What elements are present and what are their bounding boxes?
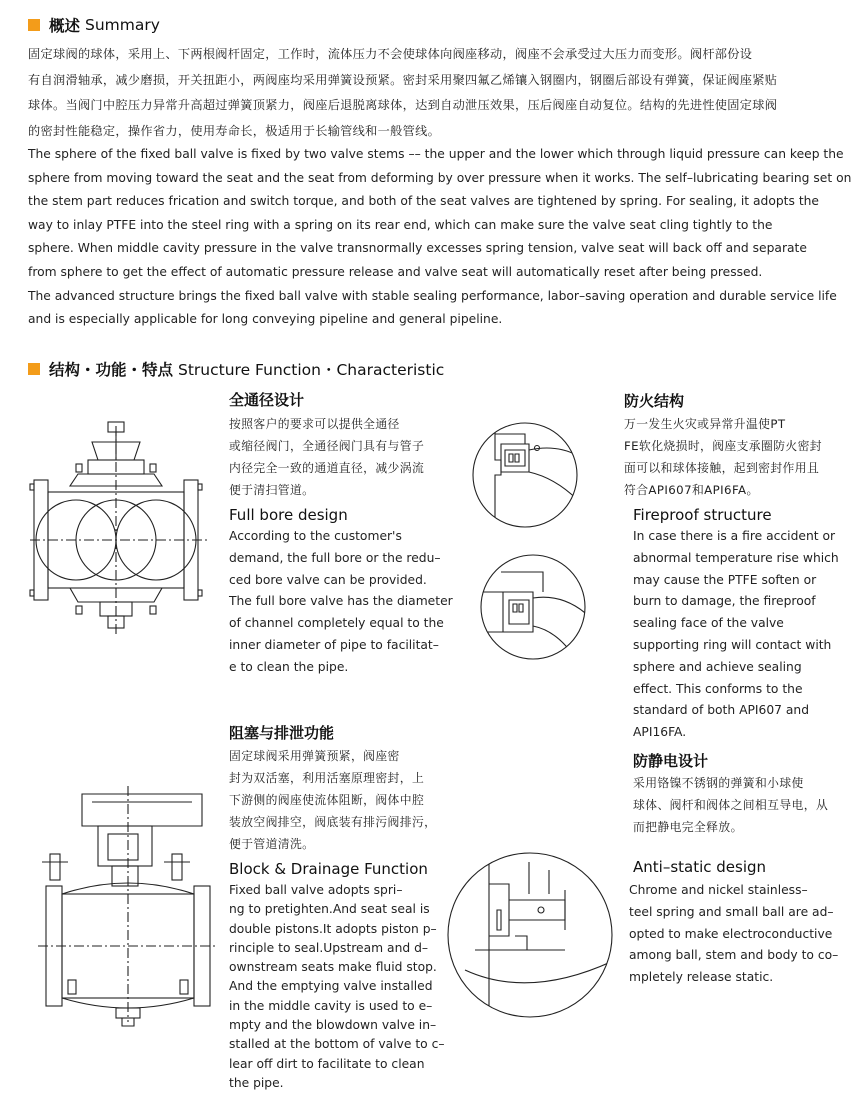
summary-en-line: way to inlay PTFE into the steel ring with a spring on its rear end, which can make sure the valve seat cling tightly to the [28,217,773,232]
summary-title-zh: 概述 [49,17,81,35]
orange-square-icon [28,363,40,375]
block-title-zh: 阻塞与排泄功能 [229,724,335,742]
block-en-line: Fixed ball valve adopts spri– [229,883,403,897]
full-bore-zh-line: 内径完全一致的通道直径，减少涡流 [229,461,425,475]
antistatic-zh-line: 而把静电完全释放。 [633,820,743,834]
full-bore-valve-drawing [30,420,220,640]
block-en-line: double pistons.It adopts piston p– [229,921,437,936]
full-bore-en-line: inner diameter of pipe to facilitat– [229,637,439,652]
fireproof-zh-line: 符合API607和API6FA。 [624,483,759,497]
full-bore-text-en [229,526,453,679]
full-bore-title-zh: 全通径设计 [229,391,305,409]
full-bore-en-line: According to the customer's [229,529,402,543]
fireproof-en-line: supporting ring will contact with [633,637,832,652]
fireproof-en-line: abnormal temperature rise which [633,550,839,565]
antistatic-en-line: opted to make electroconductive [629,926,833,941]
fireproof-zh-line: 万一发生火灾或异常升温使PT [624,417,786,431]
block-drain-valve-drawing [32,782,224,1026]
fireproof-seal-detail-drawing-2 [473,552,603,662]
block-zh-line: 下游侧的阀座使流体阻断，阀体中腔 [229,793,425,807]
block-en-line: stalled at the bottom of valve to c– [229,1037,445,1052]
fireproof-en-line: sphere and achieve sealing [633,659,802,674]
block-title-en: Block & Drainage Function [229,860,428,878]
summary-zh-line: 固定球阀的球体，采用上、下两根阀杆固定，工作时，流体压力不会使球体向阀座移动，阀座不会承受过大压力而变形。阀杆部份设 [28,47,753,61]
block-en-line: mpty and the blowdown valve in– [229,1018,437,1033]
structure-heading [28,358,444,380]
fireproof-zh-line: FE软化烧损时，阀座支承圈防火密封 [624,439,822,453]
antistatic-en-line: among ball, stem and body to co– [629,948,839,963]
block-en-line: ng to pretighten.And seat seal is [229,902,430,917]
summary-en-line: and is especially applicable for long conveying pipeline and general pipeline. [28,312,503,327]
full-bore-en-line: of channel completely equal to the [229,616,444,631]
full-bore-title-en: Full bore design [229,506,348,524]
fireproof-en-line: burn to damage, the fireproof [633,594,816,609]
block-en-line: lear off dirt to facilitate to clean [229,1056,425,1071]
fireproof-en-line: In case there is a fire accident or [633,529,836,543]
block-text-en [229,881,445,1093]
antistatic-text-en [629,880,838,989]
summary-title-en: Summary [85,16,160,34]
summary-zh-line: 的密封性能稳定，操作省力，使用寿命长，极适用于长输管线和一般管线。 [28,123,441,138]
block-zh-line: 装放空阀排空，阀底装有排污阀排污， [229,815,437,829]
summary-en-line: The advanced structure brings the fixed ball valve with stable sealing performance, labor–saving operation and durable service life [28,288,837,303]
fireproof-en-line: may cause the PTFE soften or [633,572,817,587]
antistatic-zh-line: 球体、阀杆和阀体之间相互导电，从 [633,798,829,812]
summary-paragraph-en [28,143,852,332]
antistatic-title-en: Anti–static design [633,858,767,876]
block-en-line: rinciple to seal.Upstream and d– [229,940,429,955]
orange-square-icon [28,19,40,31]
structure-title-en: Structure Function・Characteristic [178,361,445,379]
summary-en-line: the stem part reduces frication and switch torque, and both of the seat valves are tightened by spring. For sealing, it adopts the [28,194,819,209]
block-zh-line: 固定球阀采用弹簧预紧，阀座密 [229,749,400,763]
antistatic-zh-line: 采用铬镍不锈钢的弹簧和小球使 [633,776,804,790]
block-zh-line: 便于管道清洗。 [229,837,315,851]
fireproof-text-zh [624,413,822,501]
fireproof-title-en: Fireproof structure [633,506,772,524]
block-text-zh [229,745,436,855]
fireproof-seal-detail-drawing [465,420,595,530]
fireproof-en-line: sealing face of the valve [633,616,784,631]
antistatic-en-line: mpletely release static. [629,970,774,985]
summary-en-line: sphere. When middle cavity pressure in the valve transnormally excesses spring tension, valve seat will back off and separate [28,241,807,256]
fireproof-en-line: API16FA. [633,725,687,740]
antistatic-text-zh [633,772,828,838]
summary-heading [28,14,160,36]
full-bore-text-zh [229,413,424,501]
full-bore-zh-line: 便于清扫管道。 [229,483,315,497]
block-en-line: the pipe. [229,1075,284,1090]
full-bore-en-line: demand, the full bore or the redu– [229,550,441,565]
full-bore-en-line: e to clean the pipe. [229,659,349,674]
block-zh-line: 封为双活塞，利用活塞原理密封，上 [229,771,425,785]
full-bore-zh-line: 或缩径阀门，全通径阀门具有与管子 [229,439,425,453]
block-en-line: in the middle cavity is used to e– [229,998,433,1013]
antistatic-en-line: Chrome and nickel stainless– [629,883,808,897]
summary-en-line: The sphere of the fixed ball valve is fixed by two valve stems –– the upper and the lower which through liquid pressure can keep the [28,147,844,161]
full-bore-en-line: ced bore valve can be provided. [229,572,427,587]
full-bore-zh-line: 按照客户的要求可以提供全通径 [229,417,400,431]
fireproof-text-en [633,526,839,744]
antistatic-title-zh: 防静电设计 [633,752,709,770]
summary-en-line: from sphere to get the effect of automatic pressure release and valve seat will automatically reset after being pressed. [28,264,763,279]
fireproof-en-line: standard of both API607 and [633,703,810,718]
fireproof-title-zh: 防火结构 [624,392,685,410]
fireproof-zh-line: 面可以和球体接触，起到密封作用且 [624,461,820,475]
antistatic-detail-drawing [445,850,615,1020]
summary-zh-line: 球体。当阀门中腔压力异常升高超过弹簧顶紧力，阀座后退脱离球体，达到自动泄压效果，压后阀座自动复位。结构的先进性使固定球阀 [28,98,778,112]
summary-en-line: sphere from moving toward the seat and the seat from deforming by over pressure when it works. The self–lubricating bearing set on [28,170,852,185]
structure-title-zh: 结构・功能・特点 [49,361,174,379]
full-bore-en-line: The full bore valve has the diameter [229,594,453,609]
block-en-line: And the emptying valve installed [229,979,433,994]
antistatic-en-line: teel spring and small ball are ad– [629,904,834,919]
fireproof-en-line: effect. This conforms to the [633,681,803,696]
summary-paragraph-zh [28,42,838,144]
block-en-line: ownstream seats make fluid stop. [229,960,437,975]
summary-zh-line: 有自润滑轴承，减少磨损，开关扭距小，两阀座均采用弹簧设预紧。密封采用聚四氟乙烯镶入钢圈内，钢圈后部设有弹簧，保证阀座紧贴 [28,72,778,87]
